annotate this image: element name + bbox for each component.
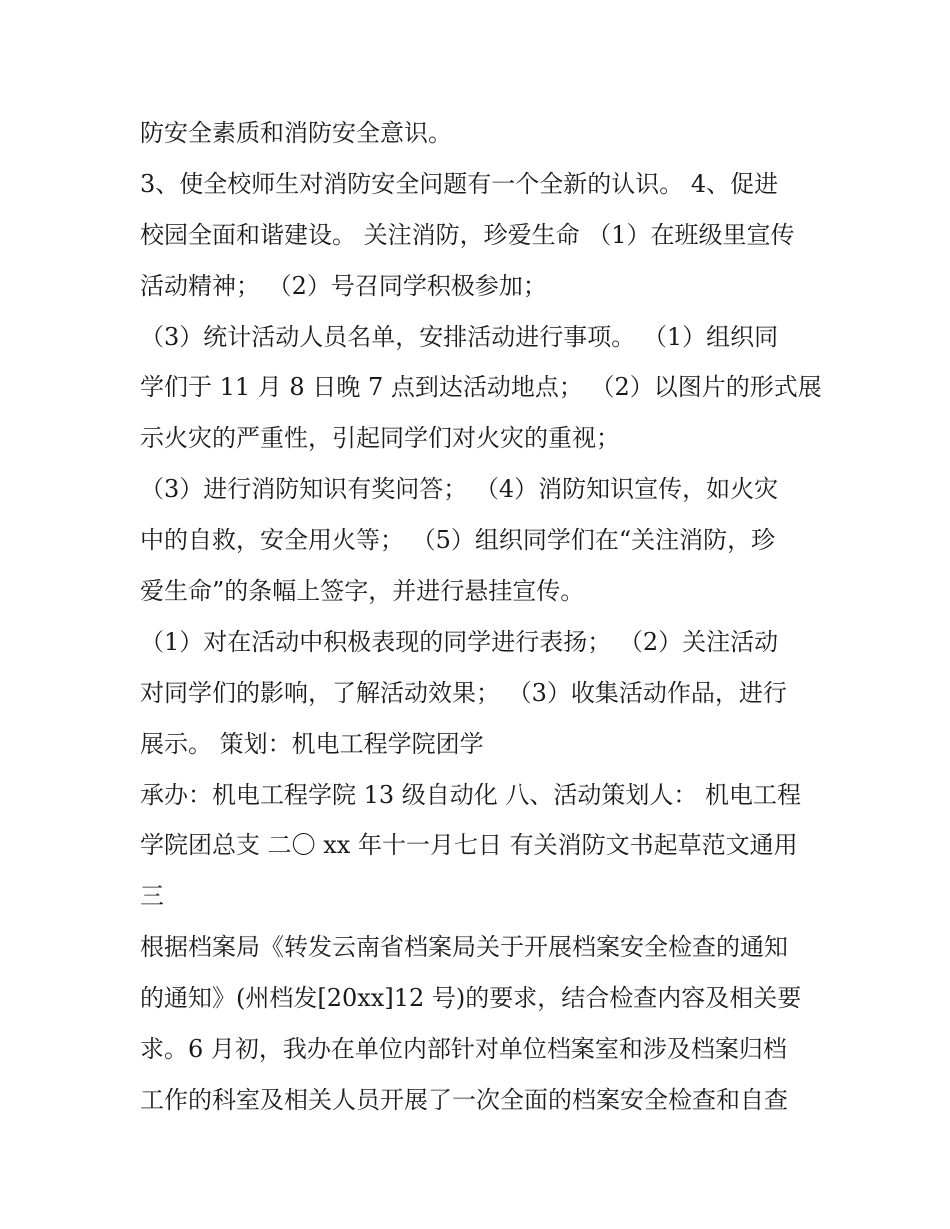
text-line: 学院团总支 二〇 xx 年十一月七日 有关消防文书起草范文通用 [140,831,798,860]
text-line: 爱生命”的条幅上签字，并进行悬挂宣传。 [140,577,585,606]
text-line: 求。6 月初，我办在单位内部针对单位档案室和涉及档案归档 [140,1035,787,1064]
text-line: 三 [140,882,164,911]
text-line: 学们于 11 月 8 日晚 7 点到达活动地点； （2）以图片的形式展 [140,373,822,402]
text-line: 活动精神； （2）号召同学积极参加； [140,271,547,300]
text-line: 的通知》(州档发[20xx]12 号)的要求，结合检查内容及相关要 [140,984,802,1013]
text-line: （1）对在活动中积极表现的同学进行表扬； （2）关注活动 [140,627,779,656]
text-line: 防安全素质和消防安全意识。 [140,119,452,147]
text-line: 示火灾的严重性，引起同学们对火灾的重视； [140,424,620,453]
text-line: （3）统计活动人员名单，安排活动进行事项。 （1）组织同 [140,322,779,351]
text-line: 工作的科室及相关人员开展了一次全面的档案安全检查和自查 [140,1085,788,1114]
document-body [140,108,830,1126]
text-line: 3、使全校师生对消防安全问题有一个全新的认识。 4、促进 [140,169,779,198]
text-line: （3）进行消防知识有奖问答； （4）消防知识宣传，如火灾 [140,475,779,504]
text-line: 展示。 策划：机电工程学院团学 [140,729,484,758]
text-line: 对同学们的影响，了解活动效果； （3）收集活动作品，进行 [140,678,787,707]
text-line: 中的自救，安全用火等； （5）组织同学们在“关注消防，珍 [140,526,776,555]
text-line: 校园全面和谐建设。 关注消防，珍爱生命 （1）在班级里宣传 [140,220,795,249]
text-line: 承办：机电工程学院 13 级自动化 八、活动策划人： 机电工程 [140,780,802,809]
text-line: 根据档案局《转发云南省档案局关于开展档案安全检查的通知 [140,933,788,962]
